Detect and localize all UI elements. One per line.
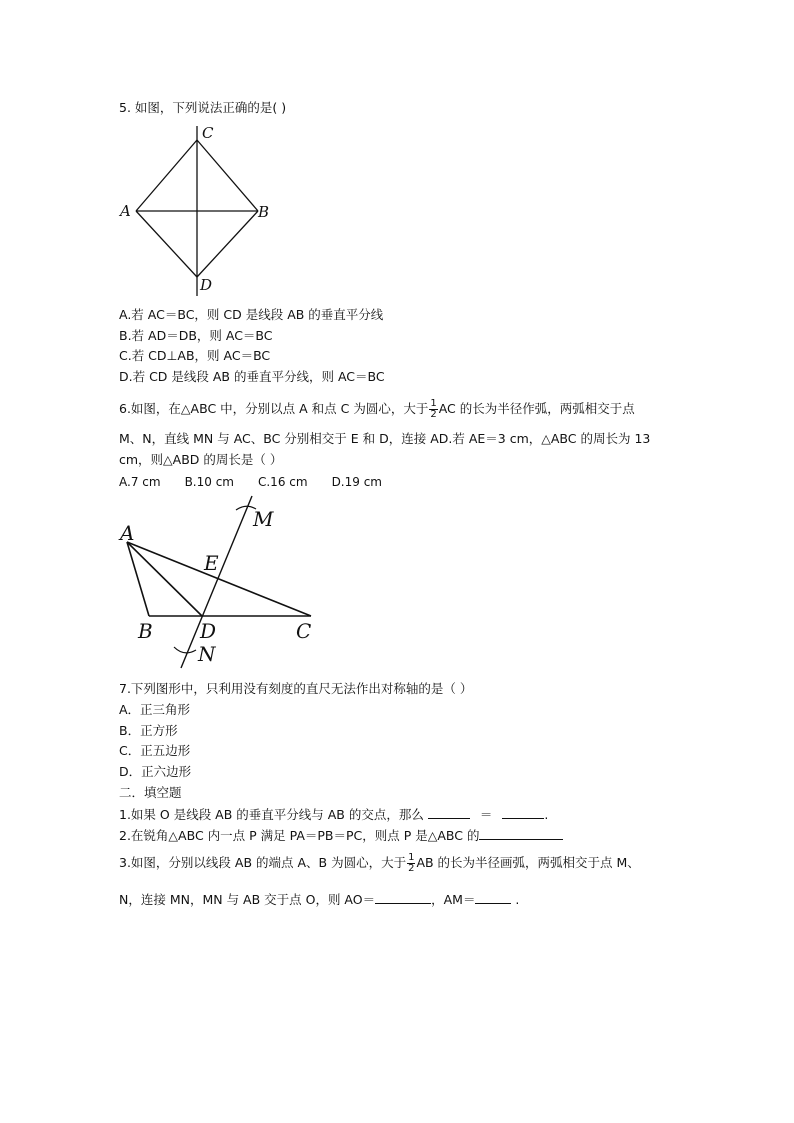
q7-option-d: D．正六边形: [119, 764, 192, 779]
fill-q1-blank-2[interactable]: [502, 806, 544, 819]
q7-option-b: B．正方形: [119, 723, 178, 738]
q5-label-a: A: [120, 202, 131, 220]
q6-stem-line3: cm，则△ABD 的周长是（ ）: [119, 452, 283, 467]
q5-option-a: A.若 AC＝BC，则 CD 是线段 AB 的垂直平分线: [119, 307, 384, 322]
q5-label-c: C: [202, 124, 214, 142]
fill-q2: [119, 827, 563, 844]
fill-q3-fraction: $\frac{1}{2}$: [408, 852, 415, 874]
fill-q1: [119, 806, 548, 823]
q6-stem-part2: AC 的长为半径作弧，两弧相交于点: [438, 401, 635, 416]
q6-label-n: N: [198, 642, 216, 666]
q6-label-b: B: [138, 619, 153, 643]
fill-q1-end: .: [544, 807, 549, 822]
q6-label-d: D: [200, 619, 217, 643]
q6-option-d: D.19 cm: [331, 475, 382, 489]
fill-q3-text-b: ，AM＝: [431, 892, 476, 907]
q6-line-mn: [181, 496, 252, 668]
q6-arc-n: [174, 647, 196, 653]
q6-label-a: A: [120, 521, 135, 545]
q6-option-a: A.7 cm: [119, 475, 161, 489]
q5-option-c: C.若 CD⊥AB，则 AC＝BC: [119, 348, 271, 363]
q6-label-e: E: [204, 551, 219, 575]
q6-label-c: C: [296, 619, 312, 643]
q6-option-c: C.16 cm: [257, 475, 308, 489]
fill-q3-blank-ao[interactable]: [375, 891, 431, 904]
fill-q1-text: 1.如果 O 是线段 AB 的垂直平分线与 AB 的交点，那么: [119, 807, 428, 822]
q6-option-b: B.10 cm: [184, 475, 234, 489]
fill-q3-line2: [119, 891, 519, 908]
fill-q2-text: 2.在锐角△ABC 内一点 P 满足 PA＝PB＝PC，则点 P 是△ABC 的: [119, 828, 480, 843]
q6-label-m: M: [253, 507, 274, 531]
fill-q3-end: .: [511, 892, 520, 907]
q6-stem-part1: 6.如图，在△ABC 中，分别以点 A 和点 C 为圆心，大于: [119, 401, 429, 416]
fill-q3-line1: [119, 852, 640, 874]
q7-option-c: C．正五边形: [119, 743, 191, 758]
fill-q3-part1: 3.如图，分别以线段 AB 的端点 A、B 为圆心，大于: [119, 855, 407, 870]
q5-option-b: B.若 AD＝DB，则 AC＝BC: [119, 328, 273, 343]
fill-q1-equals: ＝: [479, 807, 493, 822]
fill-q1-blank-1[interactable]: [428, 806, 470, 819]
fill-q3-text-a: N，连接 MN，MN 与 AB 交于点 O，则 AO＝: [119, 892, 376, 907]
q5-stem: 5. 如图，下列说法正确的是( ): [119, 100, 287, 115]
q5-option-d: D.若 CD 是线段 AB 的垂直平分线，则 AC＝BC: [119, 369, 385, 384]
q7-stem: 7.下列图形中，只利用没有刻度的直尺无法作出对称轴的是（ ）: [119, 681, 473, 696]
fill-q3-blank-am[interactable]: [475, 891, 511, 904]
fill-q2-blank[interactable]: [479, 827, 563, 840]
q5-label-d: D: [200, 276, 213, 294]
fill-q3-part2: AB 的长为半径画弧，两弧相交于点 M、: [416, 855, 640, 870]
q5-label-b: B: [258, 203, 270, 221]
section-title: 二．填空题: [119, 785, 182, 800]
q6-stem-line2: M、N，直线 MN 与 AC、BC 分别相交于 E 和 D，连接 AD.若 AE＝3 cm，△ABC 的周长为 13: [119, 431, 651, 446]
q6-fraction: $\frac{1}{2}$: [430, 398, 437, 420]
q7-option-a: A．正三角形: [119, 702, 191, 717]
q6-side-ac: [127, 542, 311, 616]
